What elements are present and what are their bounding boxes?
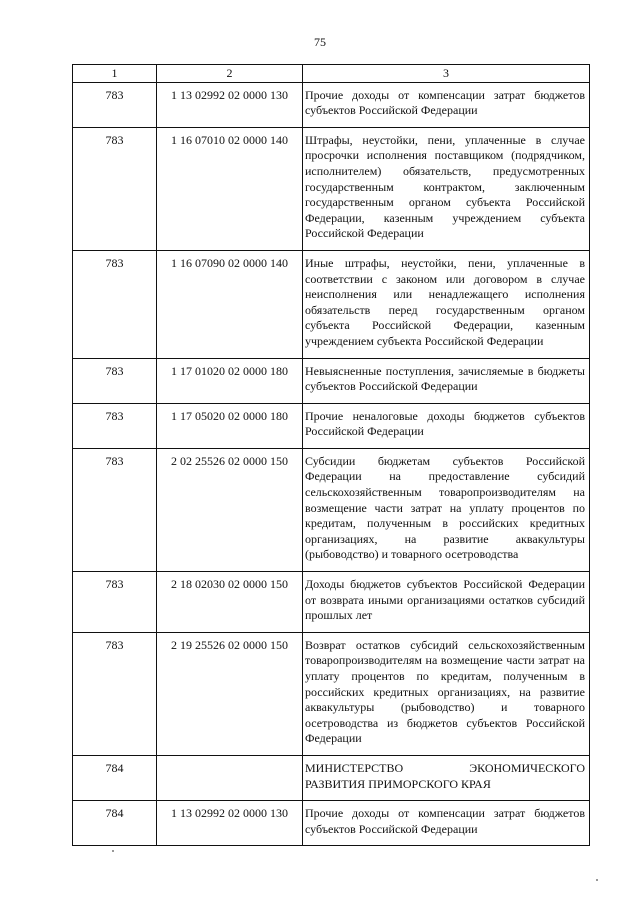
ministry-heading-cell: МИНИСТЕРСТВО ЭКОНОМИЧЕСКОГО РАЗВИТИЯ ПРИМОРСКОГО КРАЯ xyxy=(303,755,590,800)
description-cell: Субсидии бюджетам субъектов Российской Федерации на предоставление субсидий сельскохозяйственным товаропроизводителям на возмещение части затрат на уплату процентов по кредитам, полученным в российских кредитных организациях, на развитие аквакультуры (рыбоводство) и товарного осетроводства xyxy=(303,448,590,571)
revenue-classification-table xyxy=(72,64,590,846)
revenue-code-cell: 1 13 02992 02 0000 130 xyxy=(157,82,303,127)
table-row xyxy=(73,632,590,755)
description-cell: Штрафы, неустойки, пени, уплаченные в случае просрочки исполнения поставщиком (подрядчиком, исполнителем) обязательств, предусмотренных государственным контрактом, заключенным государственным органом субъекта Российской Федерации, казенным учреждением субъекта Российской Федерации xyxy=(303,127,590,250)
table-row xyxy=(73,801,590,846)
admin-code-cell: 783 xyxy=(73,127,157,250)
page-number: 75 xyxy=(314,35,326,49)
revenue-code-cell xyxy=(157,755,303,800)
admin-code-cell: 784 xyxy=(73,755,157,800)
admin-code-cell: 784 xyxy=(73,801,157,846)
table-row xyxy=(73,127,590,250)
admin-code-cell: 783 xyxy=(73,358,157,403)
description-cell: Возврат остатков субсидий сельскохозяйственным товаропроизводителям на возмещение части затрат на уплату процентов по кредитам, полученным в российских кредитных организациях, на развитие аквакультуры (рыбоводство) и товарного осетроводства из бюджетов субъектов Российской Федерации xyxy=(303,632,590,755)
admin-code-cell: 783 xyxy=(73,403,157,448)
column-header-2: 2 xyxy=(157,65,303,83)
revenue-code-cell: 1 16 07010 02 0000 140 xyxy=(157,127,303,250)
table-row xyxy=(73,403,590,448)
description-cell: Прочие неналоговые доходы бюджетов субъектов Российской Федерации xyxy=(303,403,590,448)
revenue-code-cell: 1 16 07090 02 0000 140 xyxy=(157,250,303,358)
admin-code-cell: 783 xyxy=(73,632,157,755)
table-header-row xyxy=(73,65,590,83)
description-cell: Иные штрафы, неустойки, пени, уплаченные в соответствии с законом или договором в случае неисполнения или ненадлежащего исполнения обязательств перед государственным органом субъекта Российской Федерации, казенным учреждением субъекта Российской Федерации xyxy=(303,250,590,358)
admin-code-cell: 783 xyxy=(73,448,157,571)
admin-code-cell: 783 xyxy=(73,82,157,127)
description-cell: Невыясненные поступления, зачисляемые в бюджеты субъектов Российской Федерации xyxy=(303,358,590,403)
revenue-code-cell: 1 13 02992 02 0000 130 xyxy=(157,801,303,846)
table-row xyxy=(73,82,590,127)
revenue-code-cell: 2 19 25526 02 0000 150 xyxy=(157,632,303,755)
description-cell: Доходы бюджетов субъектов Российской Федерации от возврата иными организациями остатков субсидий прошлых лет xyxy=(303,572,590,633)
revenue-code-cell: 2 18 02030 02 0000 150 xyxy=(157,572,303,633)
description-cell: Прочие доходы от компенсации затрат бюджетов субъектов Российской Федерации xyxy=(303,801,590,846)
column-header-1: 1 xyxy=(73,65,157,83)
description-cell: Прочие доходы от компенсации затрат бюджетов субъектов Российской Федерации xyxy=(303,82,590,127)
table-row xyxy=(73,448,590,571)
admin-code-cell: 783 xyxy=(73,250,157,358)
table-row xyxy=(73,755,590,800)
scan-speck xyxy=(596,879,598,881)
column-header-3: 3 xyxy=(303,65,590,83)
revenue-code-cell: 2 02 25526 02 0000 150 xyxy=(157,448,303,571)
table-row xyxy=(73,572,590,633)
revenue-code-cell: 1 17 01020 02 0000 180 xyxy=(157,358,303,403)
table-row xyxy=(73,250,590,358)
revenue-code-cell: 1 17 05020 02 0000 180 xyxy=(157,403,303,448)
admin-code-cell: 783 xyxy=(73,572,157,633)
table-row xyxy=(73,358,590,403)
scan-speck xyxy=(112,850,114,852)
